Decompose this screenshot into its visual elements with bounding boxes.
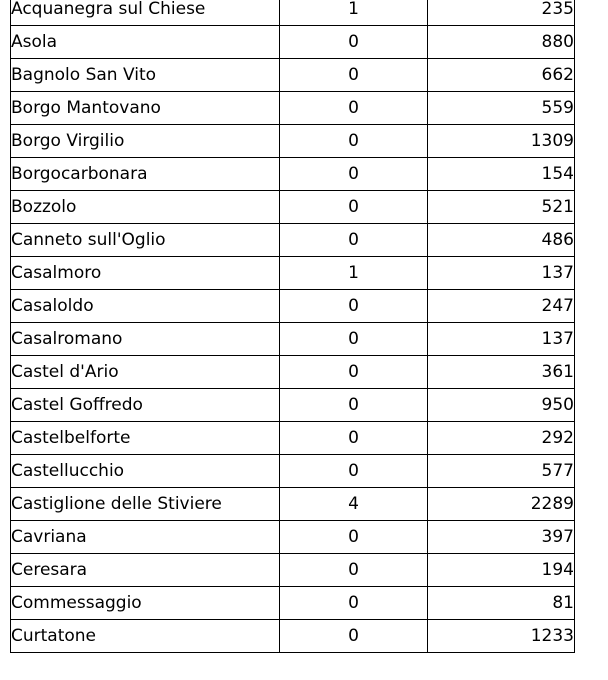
- table-row: [11, 92, 575, 125]
- table-row: [11, 125, 575, 158]
- total-cases-cell[interactable]: 950: [428, 389, 575, 422]
- municipality-cell[interactable]: Canneto sull'Oglio: [11, 224, 280, 257]
- municipality-cell[interactable]: Bagnolo San Vito: [11, 59, 280, 92]
- total-cases-cell[interactable]: 521: [428, 191, 575, 224]
- new-cases-cell[interactable]: 0: [279, 422, 428, 455]
- new-cases-cell[interactable]: 0: [279, 125, 428, 158]
- total-cases-cell[interactable]: 137: [428, 323, 575, 356]
- table-row: [11, 587, 575, 620]
- total-cases-cell[interactable]: 559: [428, 92, 575, 125]
- new-cases-cell[interactable]: 0: [279, 26, 428, 59]
- municipality-cell[interactable]: Bozzolo: [11, 191, 280, 224]
- table-row: [11, 620, 575, 653]
- table-row: [11, 158, 575, 191]
- new-cases-cell[interactable]: 1: [279, 257, 428, 290]
- total-cases-cell[interactable]: 397: [428, 521, 575, 554]
- new-cases-cell[interactable]: 0: [279, 554, 428, 587]
- new-cases-cell[interactable]: 0: [279, 356, 428, 389]
- table-row: [11, 257, 575, 290]
- municipality-cell[interactable]: Casalromano: [11, 323, 280, 356]
- table-row: [11, 0, 575, 26]
- table-row: [11, 323, 575, 356]
- new-cases-cell[interactable]: 0: [279, 158, 428, 191]
- municipality-cell[interactable]: Acquanegra sul Chiese: [11, 0, 280, 26]
- municipality-cell[interactable]: Castel Goffredo: [11, 389, 280, 422]
- municipality-cell[interactable]: Borgocarbonara: [11, 158, 280, 191]
- total-cases-cell[interactable]: 577: [428, 455, 575, 488]
- new-cases-cell[interactable]: 4: [279, 488, 428, 521]
- data-table: [10, 0, 575, 653]
- table-row: [11, 554, 575, 587]
- new-cases-cell[interactable]: 0: [279, 224, 428, 257]
- total-cases-cell[interactable]: 880: [428, 26, 575, 59]
- table-row: [11, 191, 575, 224]
- table-row: [11, 224, 575, 257]
- total-cases-cell[interactable]: 662: [428, 59, 575, 92]
- municipality-cell[interactable]: Asola: [11, 26, 280, 59]
- municipality-cell[interactable]: Casaloldo: [11, 290, 280, 323]
- new-cases-cell[interactable]: 0: [279, 620, 428, 653]
- table-row: [11, 59, 575, 92]
- municipality-cell[interactable]: Commessaggio: [11, 587, 280, 620]
- table-row: [11, 389, 575, 422]
- total-cases-cell[interactable]: 81: [428, 587, 575, 620]
- municipality-cell[interactable]: Ceresara: [11, 554, 280, 587]
- total-cases-cell[interactable]: 1233: [428, 620, 575, 653]
- municipality-cell[interactable]: Castellucchio: [11, 455, 280, 488]
- total-cases-cell[interactable]: 154: [428, 158, 575, 191]
- table-row: [11, 356, 575, 389]
- municipality-cell[interactable]: Casalmoro: [11, 257, 280, 290]
- municipality-cell[interactable]: Borgo Virgilio: [11, 125, 280, 158]
- new-cases-cell[interactable]: 0: [279, 59, 428, 92]
- total-cases-cell[interactable]: 292: [428, 422, 575, 455]
- total-cases-cell[interactable]: 361: [428, 356, 575, 389]
- total-cases-cell[interactable]: 1309: [428, 125, 575, 158]
- new-cases-cell[interactable]: 0: [279, 92, 428, 125]
- total-cases-cell[interactable]: 486: [428, 224, 575, 257]
- total-cases-cell[interactable]: 2289: [428, 488, 575, 521]
- new-cases-cell[interactable]: 0: [279, 191, 428, 224]
- total-cases-cell[interactable]: 235: [428, 0, 575, 26]
- table-row: [11, 455, 575, 488]
- municipality-cell[interactable]: Castiglione delle Stiviere: [11, 488, 280, 521]
- municipality-cell[interactable]: Cavriana: [11, 521, 280, 554]
- new-cases-cell[interactable]: 0: [279, 323, 428, 356]
- table-row: [11, 521, 575, 554]
- municipality-cell[interactable]: Curtatone: [11, 620, 280, 653]
- table-row: [11, 290, 575, 323]
- total-cases-cell[interactable]: 247: [428, 290, 575, 323]
- new-cases-cell[interactable]: 0: [279, 521, 428, 554]
- new-cases-cell[interactable]: 0: [279, 389, 428, 422]
- table-body: [11, 0, 575, 653]
- municipality-cell[interactable]: Castelbelforte: [11, 422, 280, 455]
- new-cases-cell[interactable]: 0: [279, 455, 428, 488]
- total-cases-cell[interactable]: 194: [428, 554, 575, 587]
- table-row: [11, 422, 575, 455]
- table-row: [11, 26, 575, 59]
- municipality-cell[interactable]: Borgo Mantovano: [11, 92, 280, 125]
- new-cases-cell[interactable]: 0: [279, 587, 428, 620]
- new-cases-cell[interactable]: 0: [279, 290, 428, 323]
- municipality-cell[interactable]: Castel d'Ario: [11, 356, 280, 389]
- total-cases-cell[interactable]: 137: [428, 257, 575, 290]
- new-cases-cell[interactable]: 1: [279, 0, 428, 26]
- table-row: [11, 488, 575, 521]
